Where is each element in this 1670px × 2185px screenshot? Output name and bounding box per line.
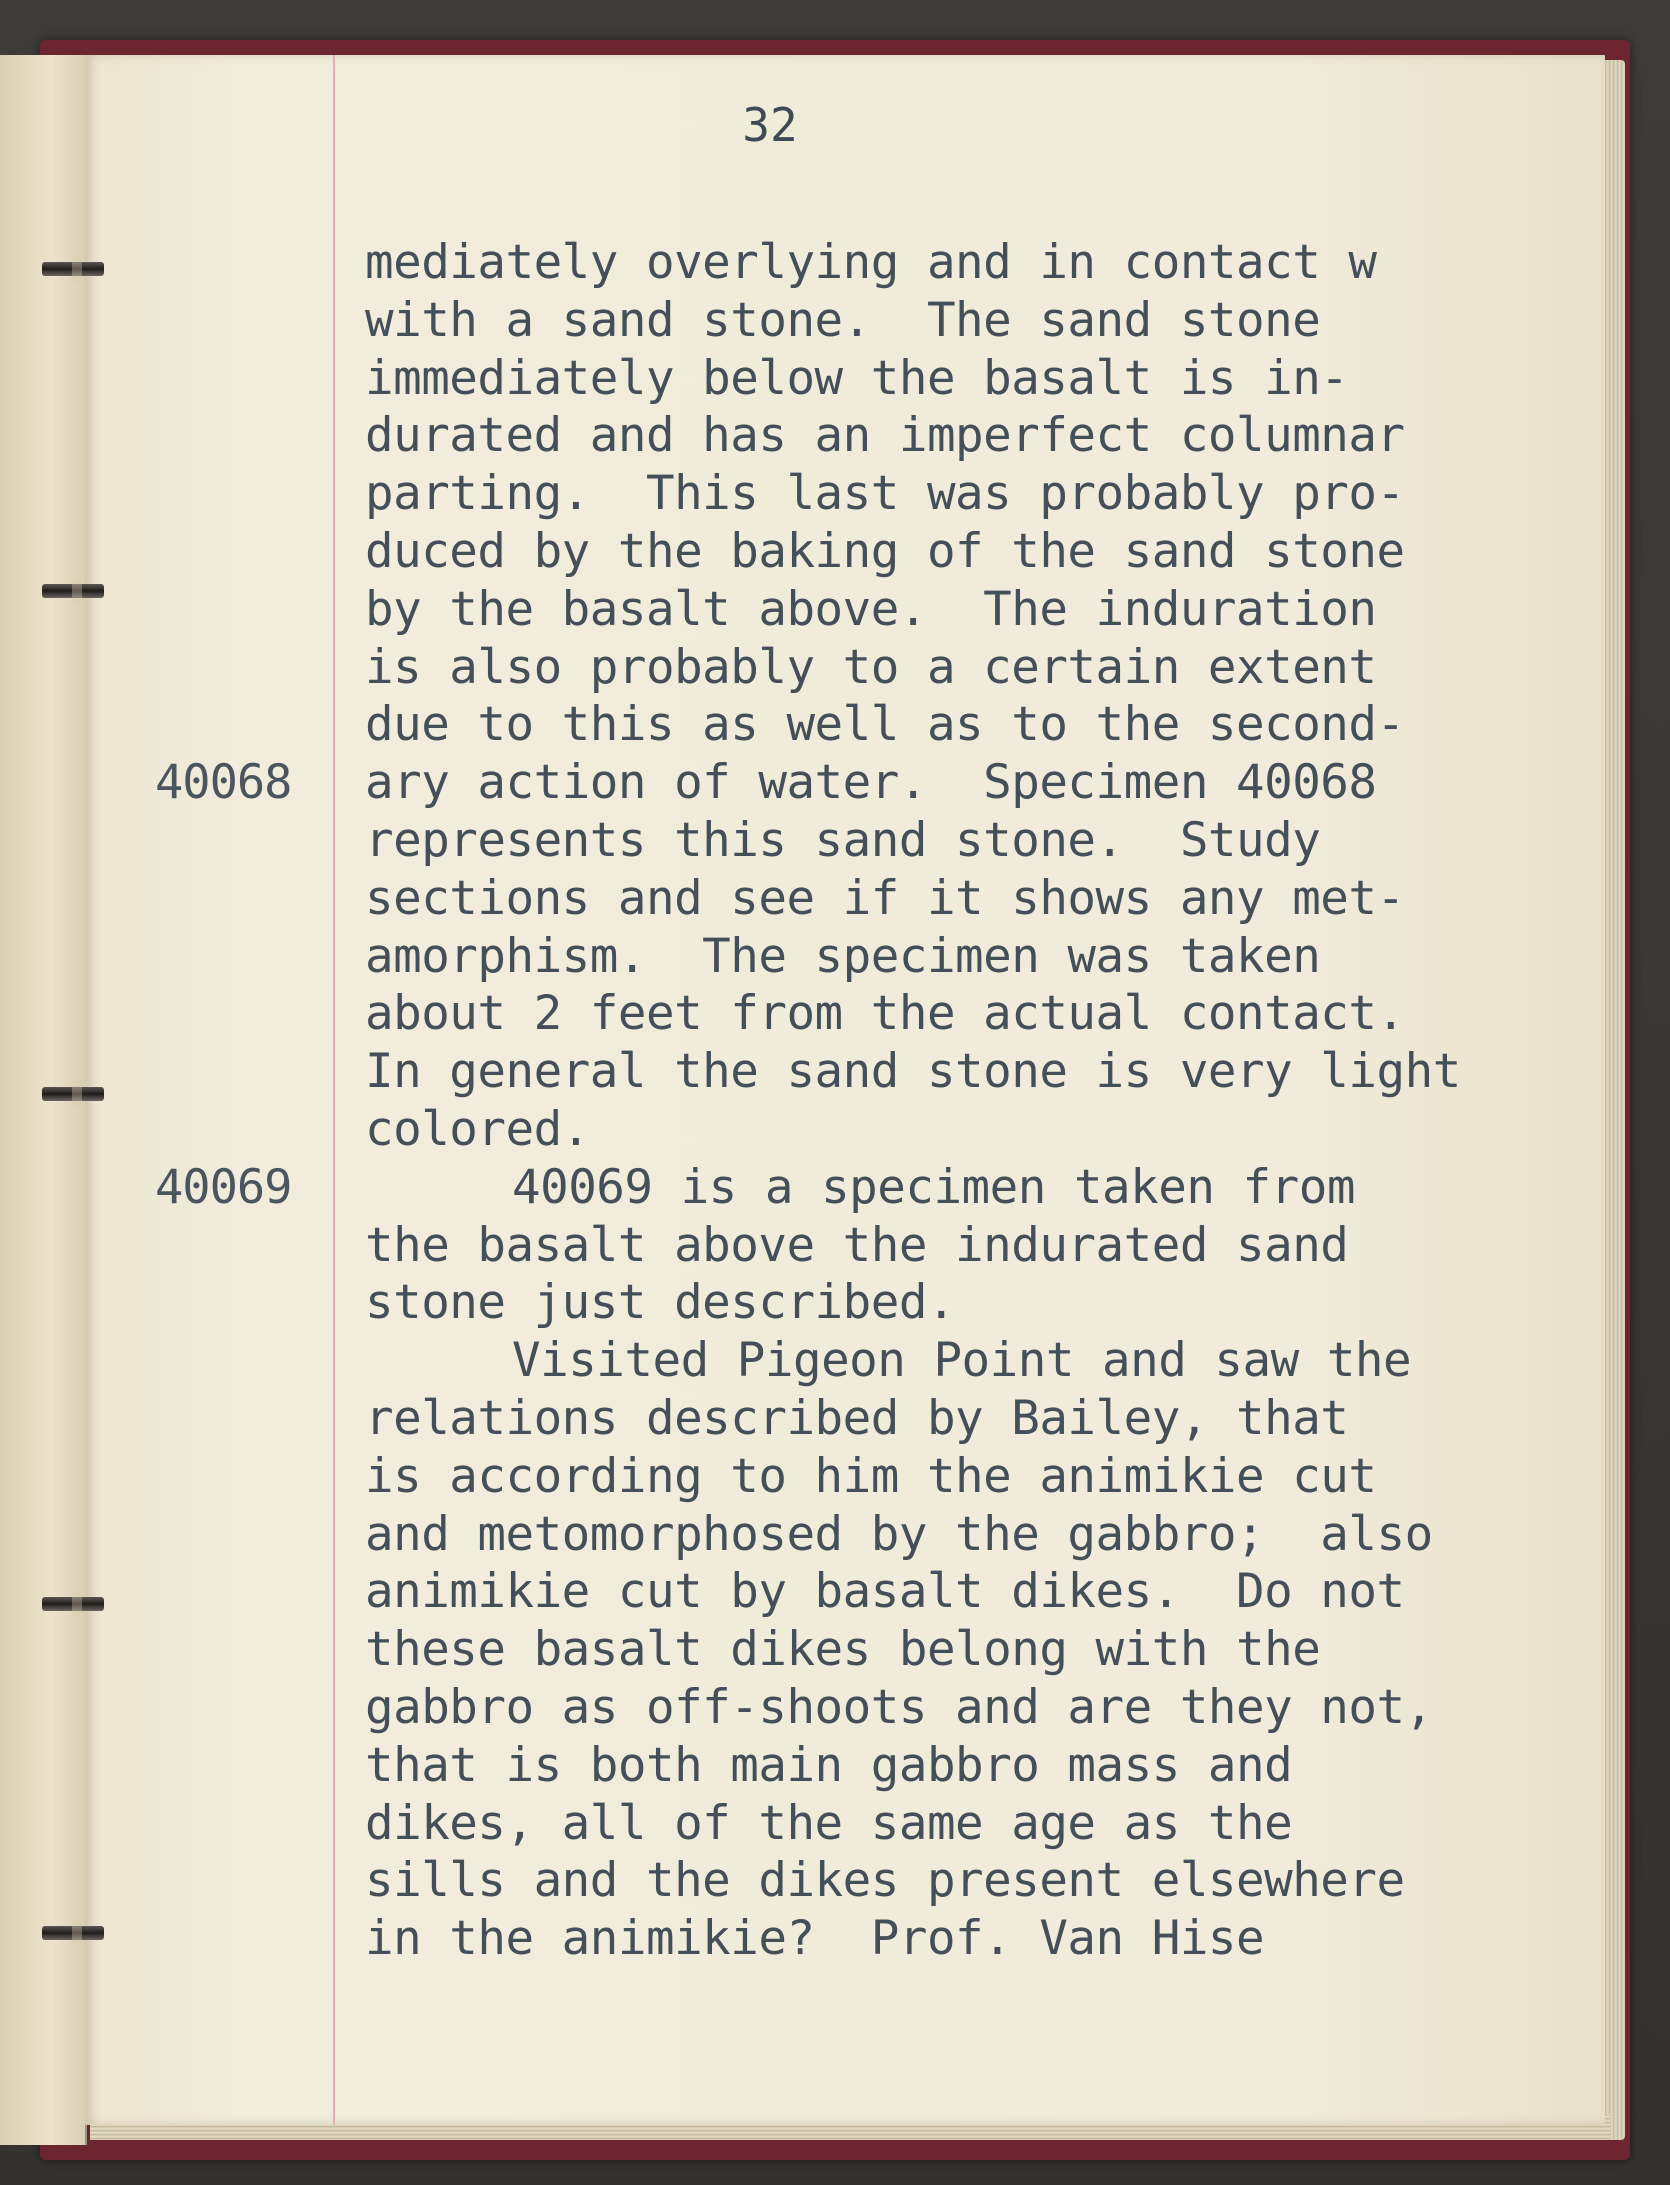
text-line: with a sand stone. The sand stone: [365, 292, 1321, 348]
text-line: by the basalt above. The induration: [365, 581, 1377, 637]
text-line: immediately below the basalt is in-: [365, 350, 1349, 406]
text-line: mediately overlying and in contact w: [365, 235, 1377, 290]
text-line: amorphism. The specimen was taken: [365, 928, 1321, 984]
page-number: 32: [742, 98, 798, 152]
text-line: sections and see if it shows any met-: [365, 870, 1405, 926]
binder-ring: [42, 1597, 104, 1611]
text-line: is also probably to a certain extent: [365, 639, 1377, 695]
text-line: stone just described.: [365, 1275, 956, 1331]
text-line: the basalt above the indurated sand: [365, 1217, 1349, 1273]
binder-ring: [42, 262, 104, 276]
text-line: in the animikie? Prof. Van Hise: [365, 1911, 1265, 1967]
text-line: ary action of water. Specimen 40068: [365, 755, 1377, 811]
specimen-number: 40069: [155, 1159, 292, 1215]
text-line: due to this as well as to the second-: [365, 697, 1405, 753]
text-line: sills and the dikes present elsewhere: [365, 1853, 1405, 1909]
text-line: duced by the baking of the sand stone: [365, 524, 1405, 579]
text-line: colored.: [365, 1102, 590, 1157]
text-line: gabbro as off-shoots and are they not,: [365, 1680, 1433, 1735]
text-line: 40069 is a specimen taken from: [512, 1159, 1355, 1215]
text-line: is according to him the animikie cut: [365, 1448, 1377, 1504]
binder-ring: [42, 1087, 104, 1101]
binder-ring: [42, 1926, 104, 1940]
text-line: represents this sand stone. Study: [365, 813, 1321, 868]
text-line: that is both main gabbro mass and: [365, 1737, 1293, 1793]
text-line: relations described by Bailey, that: [365, 1391, 1349, 1446]
text-line: animikie cut by basalt dikes. Do not: [365, 1564, 1405, 1620]
binder-ring: [42, 584, 104, 598]
text-line: Visited Pigeon Point and saw the: [512, 1333, 1412, 1389]
text-line: In general the sand stone is very light: [365, 1044, 1461, 1100]
text-line: dikes, all of the same age as the: [365, 1795, 1293, 1851]
text-line: and metomorphosed by the gabbro; also: [365, 1506, 1433, 1562]
text-line: about 2 feet from the actual contact.: [365, 986, 1405, 1042]
text-line: durated and has an imperfect columnar: [365, 408, 1405, 464]
specimen-number: 40068: [155, 755, 292, 811]
text-line: parting. This last was probably pro-: [365, 466, 1405, 522]
text-line: these basalt dikes belong with the: [365, 1622, 1321, 1678]
margin-rule: [333, 55, 335, 2125]
